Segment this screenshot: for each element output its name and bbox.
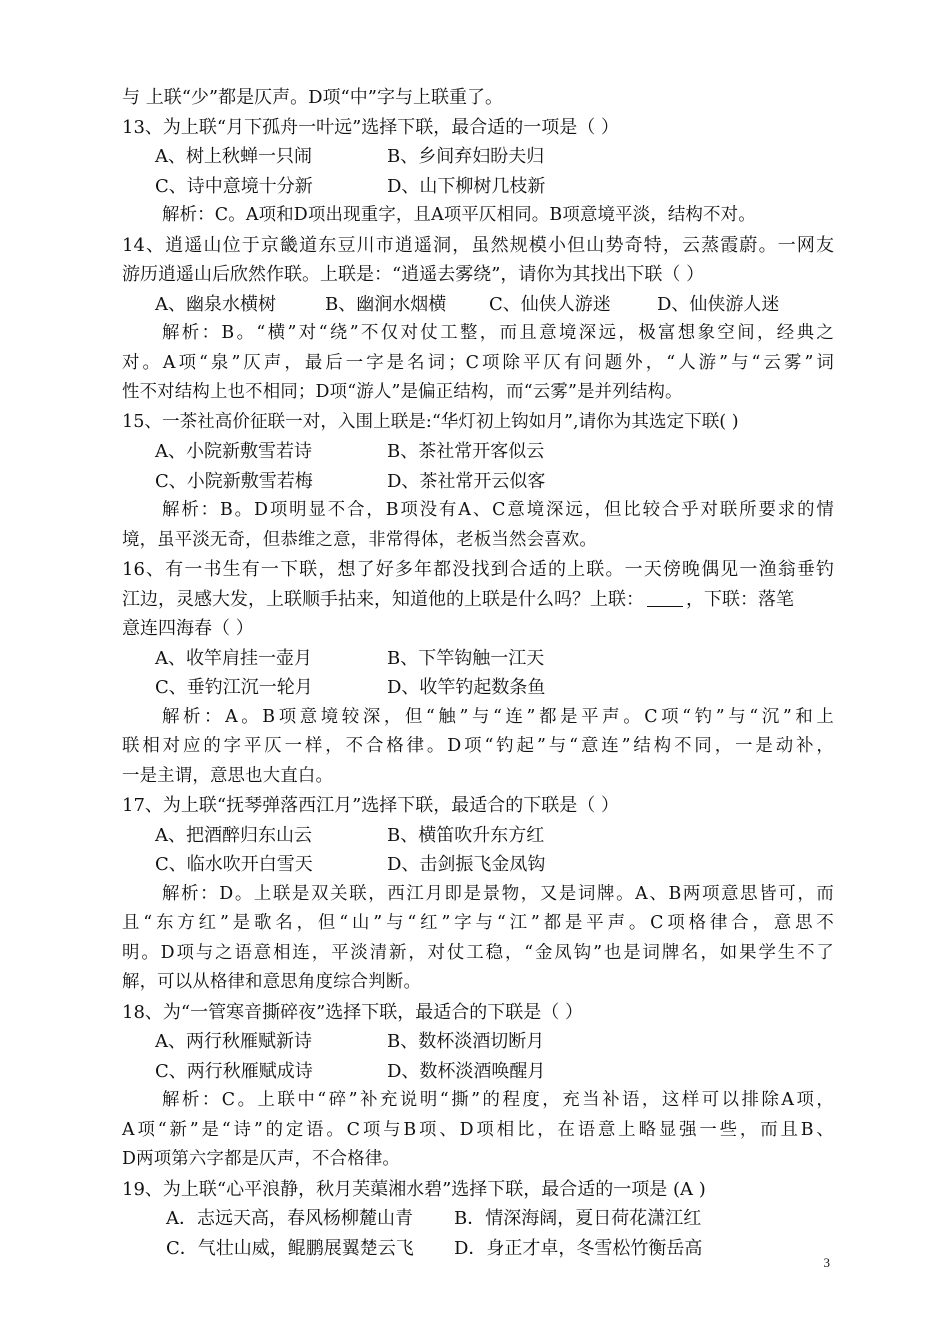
options-row (122, 850, 834, 880)
options-row (122, 1057, 834, 1087)
explanation-17-line-2: 且“东方红”是歌名，但“山”与“红”字与“江”都是平声。C项格律合，意思不 (122, 913, 834, 933)
explanation-14-line-2: 对。A项“泉”仄声，最后一字是名词；C项除平仄有问题外，“人游”与“云雾”词 (122, 352, 834, 373)
option-d: D、收竿钓起数条鱼 (387, 677, 546, 698)
option-d: D、山下柳树几枝新 (387, 175, 546, 197)
option-a: A、收竿肩挂一壶月 (155, 647, 312, 669)
options-row (122, 673, 834, 703)
page-number: 3 (823, 1255, 830, 1270)
question-15: 15、一茶社高价征联一对，入围上联是:“华灯初上钩如月”,请你为其选定下联( ) (122, 411, 739, 432)
option-b: B、数杯淡酒切断月 (387, 1031, 545, 1052)
question-16-line-1: 16、有一书生有一下联，想了好多年都没找到合适的上联。一天傍晚偶见一渔翁垂钓 (122, 559, 834, 580)
explanation-17-line-3: 明。D项与之语意相连，平淡清新，对仗工稳，“金凤钩”也是词牌名，如果学生不了 (122, 942, 834, 963)
question-13: 13、为上联“月下孤舟一叶远”选择下联，最合适的一项是（ ） (122, 116, 620, 138)
option-a: A、小院新敷雪若诗 (155, 441, 312, 462)
explanation-16-line-1: 解析：A。B项意境较深，但“触”与“连”都是平声。C项“钓”与“沉”和上 (162, 706, 834, 727)
question-16-line-2 (122, 585, 834, 615)
option-d: D、击剑振飞金凤钩 (387, 854, 546, 875)
explanation-14-line-1: 解析：B。“横”对“绕”不仅对仗工整，而且意境深远，极富想象空间，经典之 (162, 323, 834, 343)
option-b: B．情深海阔，夏日荷花潇江红 (454, 1208, 702, 1229)
option-b: B、横笛吹升东方红 (387, 824, 545, 846)
option-a: A．志远天高，春风杨柳麓山青 (166, 1208, 413, 1229)
option-d: D、茶社常开云似客 (387, 470, 546, 492)
option-c: C、小院新敷雪若梅 (155, 470, 313, 492)
option-a: A、把酒醉归东山云 (155, 824, 312, 846)
question-16-text-a: 江边，灵感大发，上联顺手拈来，知道他的上联是什么吗？上联： (122, 588, 644, 610)
options-row (122, 290, 834, 320)
explanation-17-line-4: 解，可以从格律和意思角度综合判断。 (122, 972, 422, 992)
explanation-17-line-1: 解析：D。上联是双关联，西江月即是景物，又是词牌。A、B两项意思皆可，而 (162, 883, 834, 904)
option-b: B、茶社常开客似云 (387, 441, 545, 462)
explanation-16-line-2: 联相对应的字平仄一样，不合格律。D项“钓起”与“意连”结构不同，一是动补， (122, 736, 834, 756)
question-18: 18、为“一管寒音撕碎夜”选择下联，最适合的下联是（ ） (122, 1001, 584, 1023)
options-row (122, 1027, 834, 1057)
option-c: C．气壮山威，鲲鹏展翼楚云飞 (166, 1237, 414, 1259)
options-row (122, 1234, 834, 1264)
options-row (122, 437, 834, 467)
option-c: C、临水吹开白雪天 (155, 854, 313, 875)
option-a: A、两行秋雁赋新诗 (155, 1031, 312, 1052)
question-16-text-b: ，下联：落笔 (686, 588, 794, 610)
answer-blank (647, 586, 683, 607)
question-14-line-1: 14、逍遥山位于京畿道东豆川市逍遥洞，虽然规模小但山势奇特，云蒸霞蔚。一网友 (122, 234, 834, 256)
options-row (122, 1204, 834, 1234)
option-c: C、两行秋雁赋成诗 (155, 1060, 313, 1082)
option-a: A、树上秋蝉一只闹 (155, 146, 312, 167)
question-16-line-3: 意连四海春（ ） (122, 618, 254, 639)
option-b: B、幽涧水烟横 (325, 293, 447, 315)
option-d: D、仙侠游人迷 (657, 293, 780, 315)
explanation-15-line-1: 解析：B。D项明显不合，B项没有A、C意境深远，但比较合乎对联所要求的情 (162, 500, 834, 520)
option-b: B、乡间弃妇盼夫归 (387, 146, 545, 167)
options-row (122, 467, 834, 497)
explanation-18-line-2: A项“新”是“诗”的定语。C项与B项、D项相比，在语意上略显强一些，而且B、 (122, 1119, 834, 1140)
option-d: D、数杯淡酒唤醒月 (387, 1060, 546, 1082)
question-14-line-2: 游历逍遥山后欣然作联。上联是：“逍遥去雾绕”，请你为其找出下联（ ） (122, 264, 705, 285)
option-d: D．身正才卓，冬雪松竹衡岳高 (454, 1237, 703, 1259)
options-row (122, 821, 834, 851)
explanation-13: 解析：C。A项和D项出现重字，且A项平仄相同。B项意境平淡，结构不对。 (162, 205, 756, 225)
question-19: 19、为上联“心平浪静，秋月芙蕖湘水碧”选择下联，最合适的一项是 (A ) (122, 1178, 706, 1200)
option-a: A、幽泉水横树 (155, 293, 276, 315)
option-b: B、下竿钩触一江天 (387, 647, 545, 669)
option-c: C、仙侠人游迷 (489, 293, 611, 315)
question-17: 17、为上联“抚琴弹落西江月”选择下联，最适合的下联是（ ） (122, 795, 620, 816)
page-content (122, 83, 834, 1263)
explanation-18-line-1: 解析：C。上联中“碎”补充说明“撕”的程度，充当补语，这样可以排除A项， (162, 1090, 834, 1110)
explanation-14-line-3: 性不对结构上也不相同；D项“游人”是偏正结构，而“云雾”是并列结构。 (122, 382, 683, 402)
text-line: 与 上联“少”都是仄声。D项“中”字与上联重了。 (122, 87, 503, 108)
options-row (122, 172, 834, 202)
options-row (122, 644, 834, 674)
option-c: C、诗中意境十分新 (155, 175, 313, 197)
explanation-16-line-3: 一是主谓，意思也大直白。 (122, 765, 334, 786)
explanation-15-line-2: 境，虽平淡无奇，但恭维之意，非常得体，老板当然会喜欢。 (122, 529, 597, 550)
explanation-18-line-3: D两项第六字都是仄声，不合格律。 (122, 1149, 401, 1169)
option-c: C、垂钓江沉一轮月 (155, 677, 313, 698)
options-row (122, 142, 834, 172)
